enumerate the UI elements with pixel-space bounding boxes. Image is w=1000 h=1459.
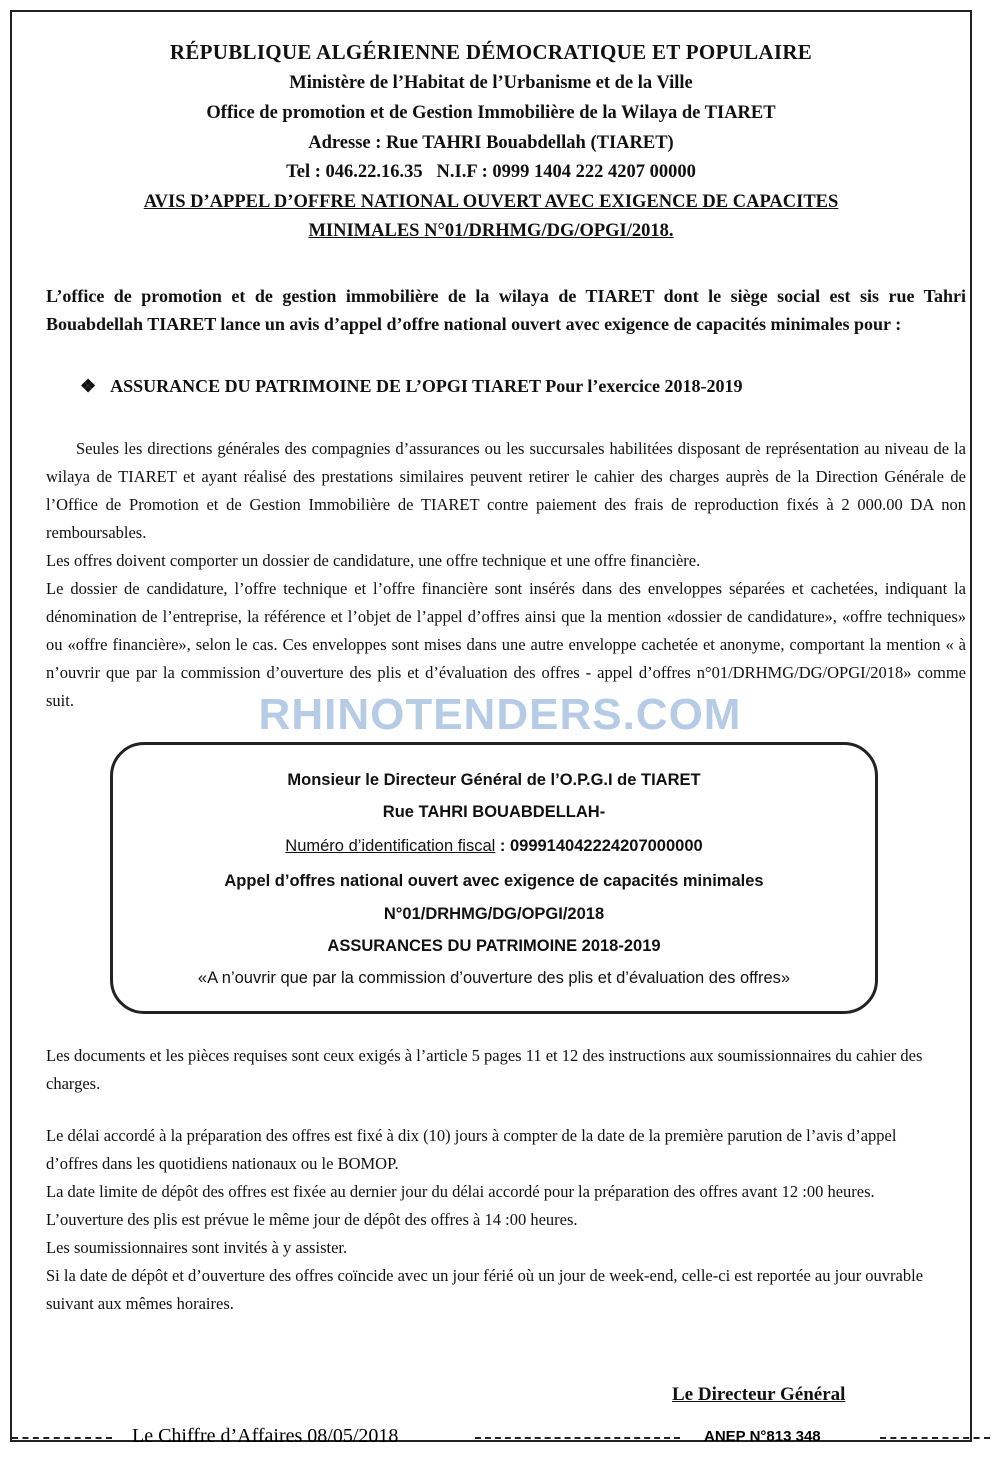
footer-divider	[12, 1437, 112, 1439]
offers-composition-paragraph: Les offres doivent comporter un dossier de candidature, une offre technique et une offre financière.	[46, 551, 701, 570]
eligibility-paragraph: Seules les directions générales des compagnies d’assurances ou les succursales habilitées disposant de représentation au niveau de la wilaya de TIARET et ayant réalisé des prestations similaires peuvent retirer le cahier des charges auprès de la Direction Générale de l’Office de Promotion et de Gestion Immobilière de TIARET contre paiement des frais de reproduction fixés à 2 000.00 DA non remboursables.	[46, 439, 966, 542]
envelope-address-box	[110, 742, 878, 1014]
holiday-paragraph: Si la date de dépôt et d’ouverture des offres coïncide avec un jour férié où un jour de week-end, celle-ci est reportée au jour ouvrable suivant aux mêmes horaires.	[46, 1266, 924, 1313]
footer-divider	[880, 1437, 990, 1439]
box-nif-label: Numéro d’identification fiscal	[285, 837, 496, 855]
intro-paragraph: L’office de promotion et de gestion immobilière de la wilaya de TIARET dont le siège social est sis rue Tahri Bouabdellah TIARET lance un avis d’appel d’offre national ouvert avec exigence de capacités minimales pour :	[46, 286, 966, 334]
documents-paragraph: Les documents et les pièces requises sont ceux exigés à l’article 5 pages 11 et 12 des instructions aux soumissionnaires du cahier des charges.	[46, 1046, 923, 1093]
deadlines-block	[46, 1122, 946, 1318]
preparation-delay-paragraph: Le délai accordé à la préparation des offres est fixé à dix (10) jours à compter de la date de la première parution de l’avis d’appel d’offres dans les quotidiens nationaux ou le BOMOP.	[46, 1126, 897, 1173]
box-nif-value: : 099914042224207000000	[495, 837, 703, 855]
invitation-paragraph: Les soumissionnaires sont invités à y assister.	[46, 1238, 348, 1257]
telephone: Tel : 046.22.16.35	[286, 162, 423, 182]
office-header: Office de promotion et de Gestion Immobilière de la Wilaya de TIARET	[206, 103, 776, 123]
ministry-header: Ministère de l’Habitat de l’Urbanisme et de la Ville	[289, 73, 693, 93]
box-mention: «A n’ouvrir que par la commission d’ouverture des plis et d’évaluation des offres»	[197, 969, 791, 987]
box-tender-object: ASSURANCES DU PATRIMOINE 2018-2019	[327, 937, 661, 955]
conditions-block	[46, 435, 966, 715]
footer-divider	[475, 1437, 680, 1439]
contact-line	[12, 162, 970, 183]
object-period: Pour l’exercice 2018-2019	[540, 376, 743, 396]
box-street: Rue TAHRI BOUABDELLAH-	[382, 803, 606, 821]
object-bullet	[80, 376, 743, 397]
nif-number: N.I.F : 0999 1404 222 4207 00000	[436, 162, 696, 182]
publication-line: Le Chiffre d’Affaires 08/05/2018	[132, 1425, 399, 1447]
notice-title-line1: AVIS D’APPEL D’OFFRE NATIONAL OUVERT AVEC EXIGENCE DE CAPACITES	[143, 192, 839, 212]
diamond-bullet-icon: ❖	[80, 376, 97, 396]
object-title: ASSURANCE DU PATRIMOINE DE L’OPGI TIARET	[110, 376, 541, 396]
box-nif	[113, 837, 875, 856]
notice-title-line2: MINIMALES N°01/DRHMG/DG/OPGI/2018.	[308, 221, 674, 241]
address-line: Adresse : Rue TAHRI Bouabdellah (TIARET)	[308, 133, 674, 153]
signature-title: Le Directeur Général	[672, 1384, 846, 1405]
watermark: RHINOTENDERS.COM	[258, 690, 742, 739]
republic-header: RÉPUBLIQUE ALGÉRIENNE DÉMOCRATIQUE ET POPULAIRE	[169, 40, 813, 64]
envelopes-paragraph: Le dossier de candidature, l’offre technique et l’offre financière sont insérés dans des enveloppes séparées et cachetées, indiquant la dénomination de l’entreprise, la référence et l’objet de l’appel d’offres ainsi que la mention «dossier de candidature», «offre techniques» ou «offre financière», selon le cas. Ces enveloppes sont mises dans une autre enveloppe cachetée et anonyme, comportant la mention « à n’ouvrir que par la commission d’ouverture des plis et d’évaluation des offres - appel d’offres n°01/DRHMG/DG/OPGI/2018» comme suit.	[46, 579, 966, 710]
box-tender-type: Appel d’offres national ouvert avec exigence de capacités minimales	[224, 872, 764, 890]
footer	[0, 1420, 1000, 1456]
deposit-deadline-paragraph: La date limite de dépôt des offres est fixée au dernier jour du délai accordé pour la préparation des offres avant 12 :00 heures.	[46, 1182, 875, 1201]
box-tender-number: N°01/DRHMG/DG/OPGI/2018	[383, 905, 605, 923]
box-recipient: Monsieur le Directeur Général de l’O.P.G.I de TIARET	[287, 771, 701, 789]
opening-paragraph: L’ouverture des plis est prévue le même jour de dépôt des offres à 14 :00 heures.	[46, 1210, 578, 1229]
anep-number: ANEP N°813 348	[704, 1428, 821, 1445]
